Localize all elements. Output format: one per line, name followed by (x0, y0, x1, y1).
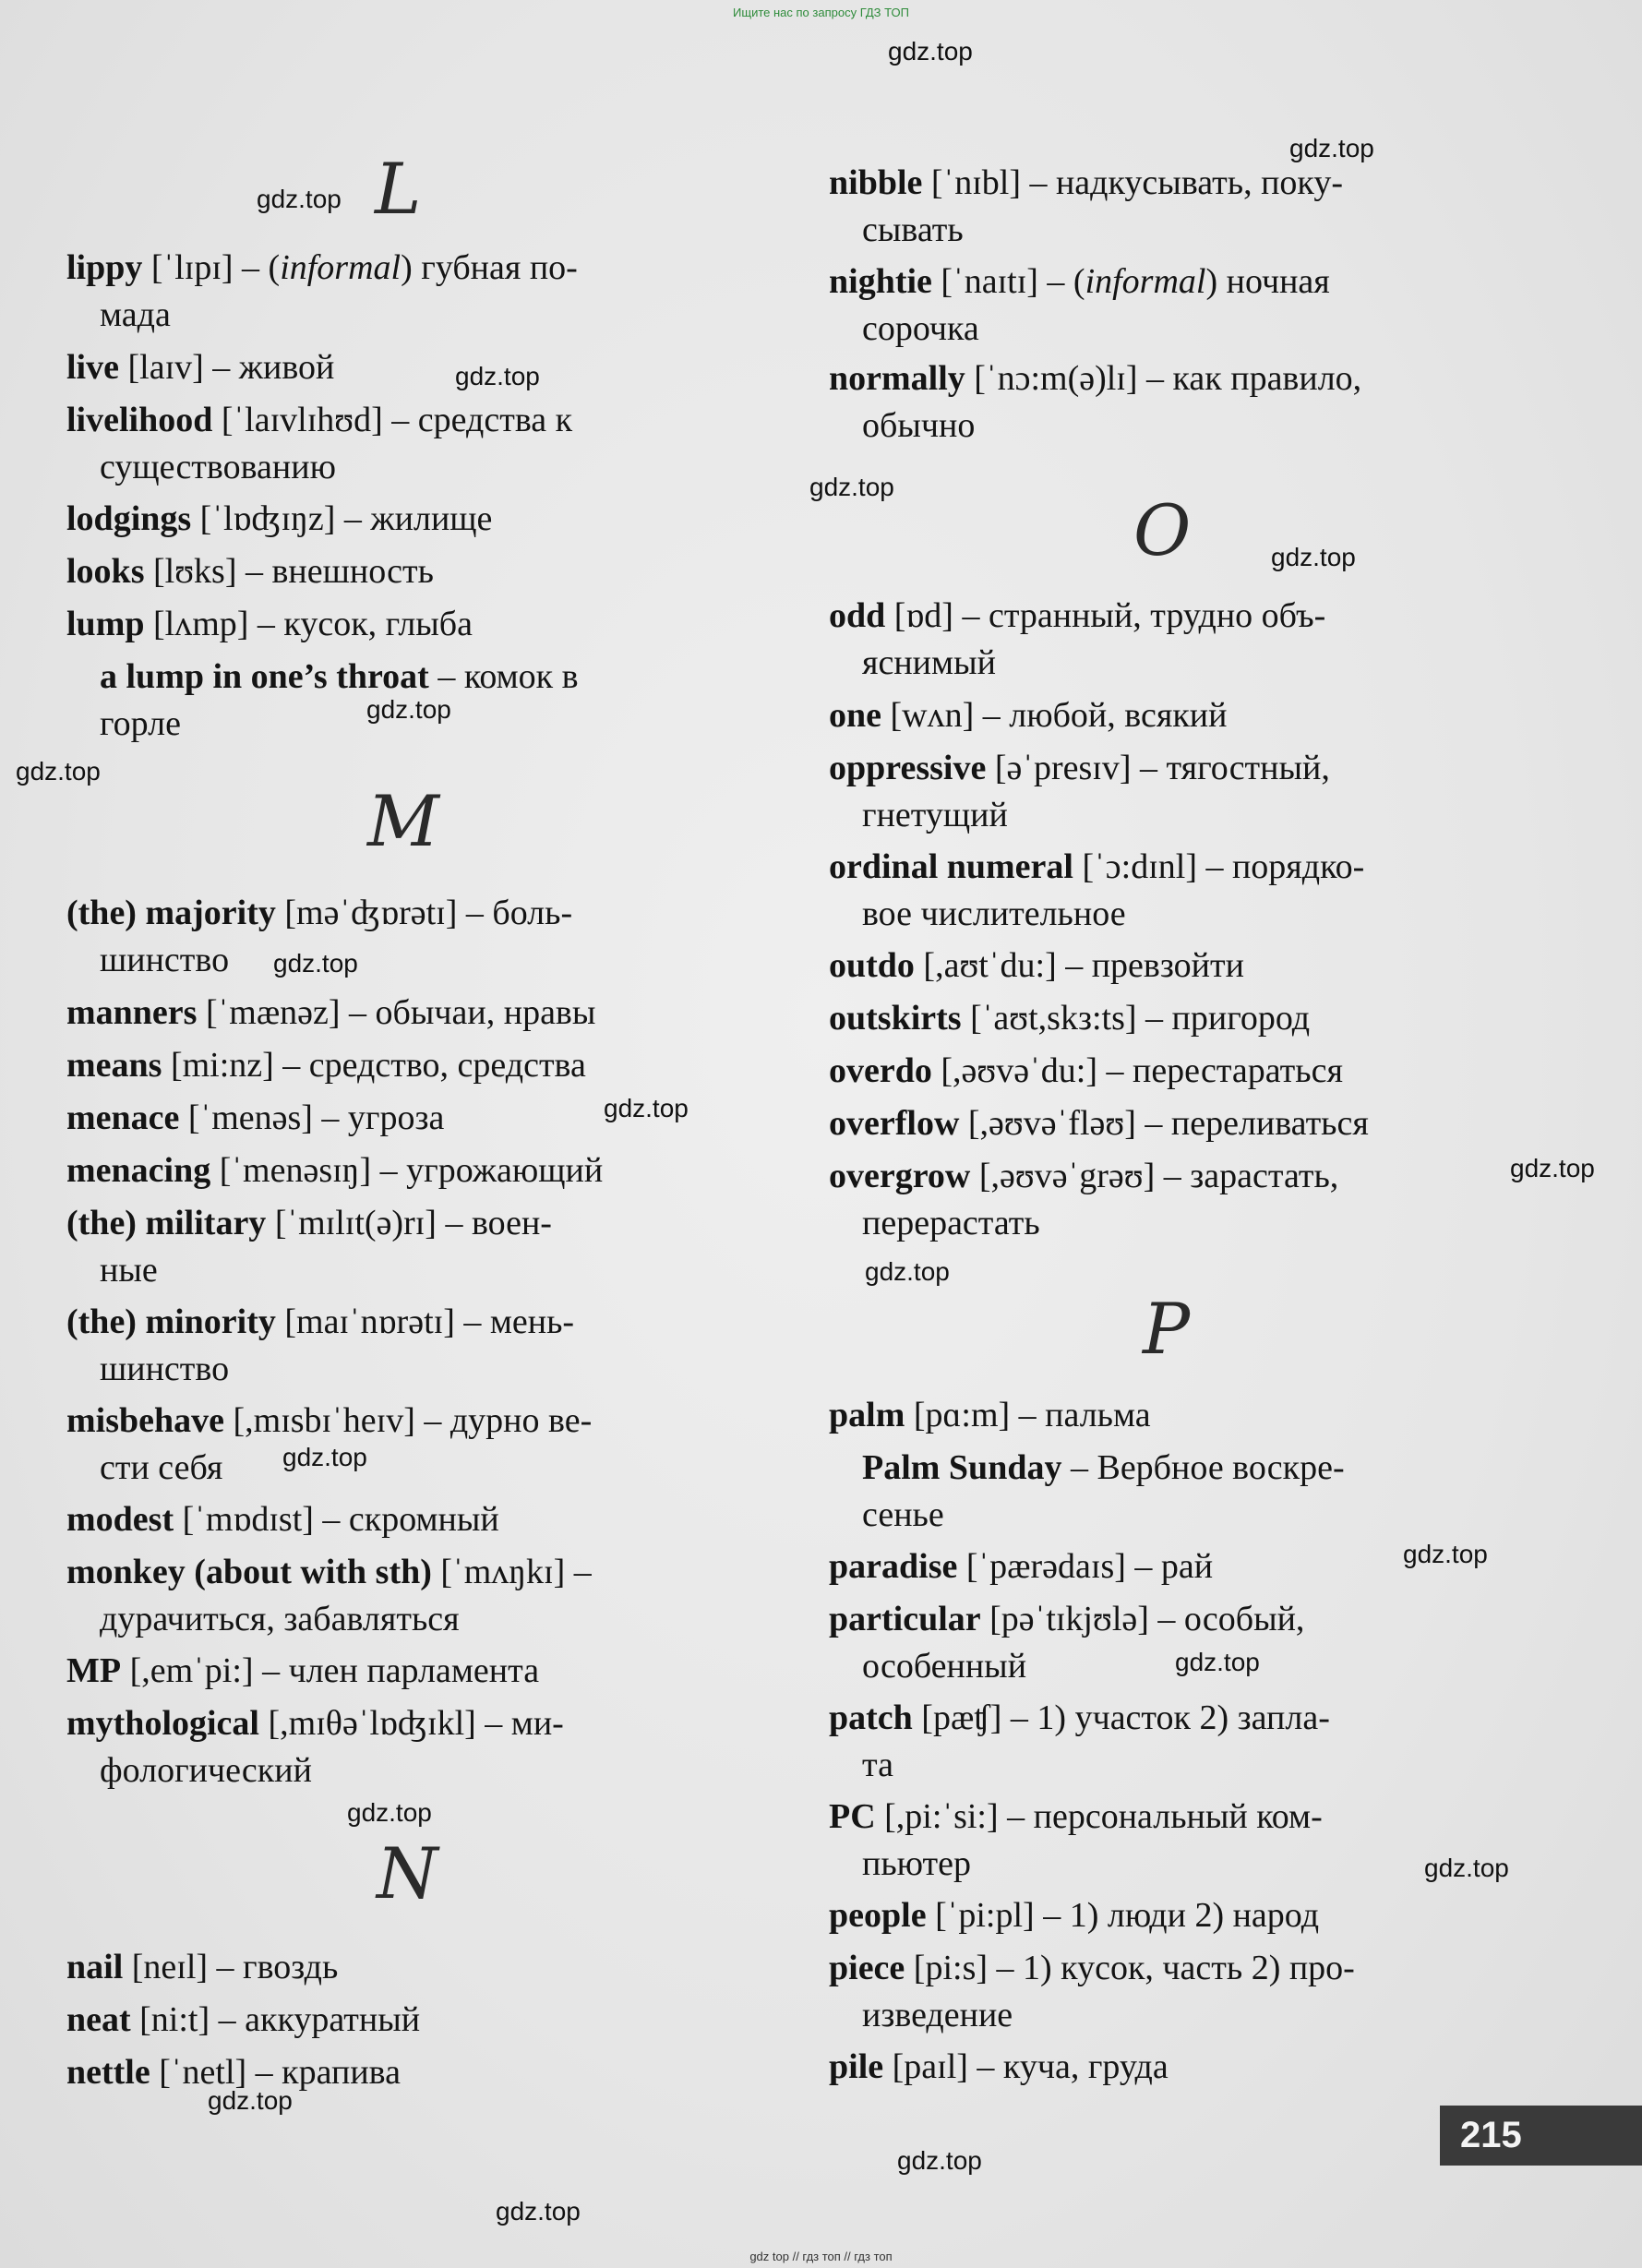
definition: [ˈpærədaɪs] – рай (957, 1547, 1214, 1586)
definition: [paɪl] – куча, груда (883, 2047, 1169, 2086)
definition: [wʌn] – любой, всякий (881, 696, 1228, 735)
definition: [ɒd] – странный, трудно объ- (885, 596, 1326, 635)
definition-continued: обычно (862, 406, 976, 445)
entry-paradise (829, 1543, 1493, 1590)
watermark: gdz.top (809, 473, 894, 501)
headword: (the) minority (66, 1302, 276, 1341)
watermark: gdz.top (366, 695, 451, 724)
headword: particular (829, 1600, 981, 1638)
watermark: gdz.top (1510, 1154, 1595, 1182)
entry-live (66, 344, 731, 391)
definition: [,pi:ˈsi:] – персональный ком- (875, 1797, 1323, 1836)
entry-outskirts (829, 995, 1493, 1042)
entry-palm-sunday (829, 1445, 1493, 1539)
watermark: gdz.top (604, 1094, 689, 1122)
headword: oppressive (829, 749, 987, 787)
definition: [pəˈtɪkjʊlə] – особый, (980, 1600, 1305, 1638)
section-letter-p: P (1143, 1288, 1191, 1370)
entry-outdo (829, 942, 1493, 990)
usage-label: informal (280, 248, 402, 287)
definition: [ˈnɔ:m(ə)lɪ] – как правило, (965, 359, 1362, 398)
headword: ordinal numeral (829, 847, 1073, 886)
definition: [lʌmp] – кусок, глыба (144, 605, 473, 643)
watermark: gdz.top (347, 1798, 432, 1827)
watermark: gdz.top (496, 2197, 581, 2226)
entry-overgrow (829, 1153, 1493, 1247)
definition: [ˈlaɪvlɪhʊd] – средства к (212, 401, 573, 439)
definition-continued: та (862, 1746, 893, 1784)
headword: palm (829, 1396, 905, 1434)
entry-mp (66, 1648, 731, 1695)
definition-continued: яснимый (862, 643, 996, 682)
definition: [ˈmenəs] – угроза (179, 1098, 445, 1137)
headword: a lump in one’s throat (100, 657, 429, 696)
section-letter-n: N (377, 1832, 438, 1914)
entry-modest (66, 1496, 731, 1543)
definition: [lʊks] – внешность (144, 552, 434, 591)
definition: [,əʊvəˈfləʊ] – переливаться (959, 1104, 1369, 1143)
headword: one (829, 696, 881, 735)
entry-piece (829, 1945, 1493, 2039)
page-number: 215 (1440, 2106, 1642, 2166)
entry-means (66, 1042, 731, 1089)
definition-continued: шинство (100, 1350, 230, 1388)
entry-overdo (829, 1048, 1493, 1095)
definition-continued: шинство (100, 941, 230, 979)
definition: [maɪˈnɒrətɪ] – мень- (275, 1302, 575, 1341)
definition: [məˈʤɒrətɪ] – боль- (275, 894, 573, 932)
watermark: gdz.top (897, 2146, 982, 2175)
headword: overgrow (829, 1157, 971, 1195)
definition: [ˈnɪbl] – надкусывать, поку- (922, 163, 1344, 202)
headword: live (66, 348, 119, 387)
headword: normally (829, 359, 965, 398)
definition-continued: изведение (862, 1996, 1013, 2034)
headword: outskirts (829, 999, 962, 1038)
headword: modest (66, 1500, 174, 1539)
definition-continued: вое числительное (862, 894, 1126, 933)
entry-menacing (66, 1147, 731, 1194)
section-letter-m: M (367, 780, 439, 862)
headword: lump (66, 605, 145, 643)
definition-continued: особенный (862, 1647, 1027, 1686)
definition-continued: горле (100, 704, 181, 743)
headword: monkey (about with sth) (66, 1553, 432, 1591)
headword: neat (66, 2000, 131, 2039)
definition: [ˈmɪlɪt(ə)rɪ] – воен- (266, 1204, 552, 1242)
headword: (the) military (66, 1204, 267, 1242)
headword: paradise (829, 1547, 958, 1586)
entry-ordinal-numeral (829, 844, 1493, 938)
headword: means (66, 1046, 162, 1085)
definition-continued: мада (100, 295, 171, 334)
definition: [ˈnetl] – крапива (150, 2053, 401, 2092)
headword: pile (829, 2047, 884, 2086)
definition: [ˈɔ:dɪnl] – порядко- (1073, 847, 1365, 886)
definition: [ˈlɪpɪ] – (informal) губная по- (142, 248, 578, 287)
entry-normally (829, 355, 1493, 450)
entry-particular (829, 1596, 1493, 1690)
entry-overflow (829, 1100, 1493, 1147)
top-banner[interactable]: Ищите нас по запросу ГДЗ ТОП (733, 6, 909, 19)
headword: mythological (66, 1704, 259, 1743)
definition: [pi:s] – 1) кусок, часть 2) про- (905, 1949, 1355, 1987)
headword: overflow (829, 1104, 960, 1143)
headword: people (829, 1896, 927, 1935)
definition-continued: перерастать (862, 1204, 1040, 1242)
headword: patch (829, 1698, 913, 1737)
watermark: gdz.top (1175, 1648, 1260, 1676)
definition: [ˈpi:pl] – 1) люди 2) народ (926, 1896, 1320, 1935)
entry-palm (829, 1392, 1493, 1439)
entry-people (829, 1892, 1493, 1939)
headword: PC (829, 1797, 876, 1836)
definition: – Вербное воскре- (1061, 1448, 1345, 1487)
entry-mythological (66, 1700, 731, 1794)
watermark: gdz.top (16, 757, 101, 786)
definition-continued: дурачиться, забавляться (100, 1600, 460, 1638)
headword: odd (829, 596, 886, 635)
entry-looks (66, 548, 731, 595)
section-letter-o: O (1133, 489, 1192, 571)
headword: nightie (829, 262, 932, 301)
definition: [ˈnaɪtɪ] – (informal) ночная (931, 262, 1330, 301)
watermark: gdz.top (208, 2086, 293, 2115)
watermark: gdz.top (455, 362, 540, 390)
entry-the-majority (66, 890, 731, 984)
definition: [laɪv] – живой (118, 348, 335, 387)
definition-continued: сывать (862, 210, 964, 249)
entry-nettle (66, 2049, 731, 2096)
definition: [ˈaʊt,skз:ts] – пригород (961, 999, 1311, 1038)
entry-manners (66, 990, 731, 1037)
definition-continued: сорочка (862, 309, 979, 348)
section-letter-l: L (375, 148, 422, 230)
definition: [,mɪθəˈlɒʤɪkl] – ми- (258, 1704, 564, 1743)
entry-pile (829, 2044, 1493, 2091)
watermark: gdz.top (1403, 1540, 1488, 1568)
definition-continued: ные (100, 1251, 158, 1290)
definition: [əˈpresɪv] – тягостный, (986, 749, 1330, 787)
headword: lodgings (66, 499, 192, 538)
entry-nail (66, 1944, 731, 1991)
headword: overdo (829, 1051, 932, 1090)
definition-continued: фологический (100, 1751, 312, 1790)
entry-oppressive (829, 745, 1493, 839)
headword: (the) majority (66, 894, 276, 932)
headword: Palm Sunday (862, 1448, 1062, 1487)
entry-patch (829, 1695, 1493, 1789)
definition: [ˈmænəz] – обычаи, нравы (197, 993, 596, 1032)
entry-lodgings (66, 496, 731, 543)
definition: [,aʊtˈdu:] – превзойти (914, 946, 1244, 985)
entry-nightie (829, 258, 1493, 353)
headword: outdo (829, 946, 915, 985)
definition: [ˈmenəsɪŋ] – угрожающий (210, 1151, 604, 1190)
headword: menace (66, 1098, 180, 1137)
definition: [,əʊvəˈdu:] – перестараться (931, 1051, 1343, 1090)
headword: piece (829, 1949, 905, 1987)
entry-lippy (66, 245, 731, 339)
headword: nibble (829, 163, 923, 202)
headword: lippy (66, 248, 143, 287)
headword: looks (66, 552, 145, 591)
entry-the-minority (66, 1299, 731, 1393)
watermark: gdz.top (282, 1443, 367, 1471)
usage-label: informal (1085, 262, 1206, 301)
definition: [pɑ:m] – пальма (905, 1396, 1151, 1434)
headword: menacing (66, 1151, 211, 1190)
definition-continued: сенье (862, 1495, 944, 1534)
watermark: gdz.top (1271, 543, 1356, 571)
entry-the-military (66, 1200, 731, 1294)
definition: [,əʊvəˈgrəʊ] – зарастать, (970, 1157, 1339, 1195)
entry-misbehave (66, 1398, 731, 1492)
definition: [pæʧ] – 1) участок 2) запла- (912, 1698, 1330, 1737)
definition: [neɪl] – гвоздь (123, 1948, 339, 1986)
headword: MP (66, 1651, 122, 1690)
watermark: gdz.top (888, 37, 973, 66)
definition: [ˈlɒʤɪŋz] – жилище (191, 499, 493, 538)
headword: manners (66, 993, 198, 1032)
watermark: gdz.top (1289, 134, 1374, 162)
definition: [ni:t] – аккуратный (130, 2000, 421, 2039)
watermark: gdz.top (273, 949, 358, 978)
definition: – комок в (428, 657, 579, 696)
entry-nibble (829, 160, 1493, 254)
headword: nettle (66, 2053, 150, 2092)
entry-pc (829, 1794, 1493, 1888)
definition: [mi:nz] – средство, средства (162, 1046, 586, 1085)
definition-continued: существованию (100, 448, 336, 486)
definition: [ˈmʌŋkɪ] – (431, 1553, 592, 1591)
definition-continued: сти себя (100, 1448, 223, 1487)
watermark: gdz.top (257, 185, 342, 213)
definition: [,emˈpi:] – член парламента (121, 1651, 540, 1690)
entry-one (829, 692, 1493, 739)
watermark: gdz.top (865, 1257, 950, 1286)
definition: [ˈmɒdɪst] – скромный (174, 1500, 499, 1539)
definition-continued: пьютер (862, 1844, 972, 1883)
entry-monkey (66, 1549, 731, 1643)
definition-continued: гнетущий (862, 796, 1008, 834)
headword: misbehave (66, 1401, 224, 1440)
entry-neat (66, 1997, 731, 2044)
headword: livelihood (66, 401, 213, 439)
entry-livelihood (66, 397, 731, 491)
entry-odd (829, 593, 1493, 687)
headword: nail (66, 1948, 124, 1986)
bottom-banner[interactable]: gdz top // гдз топ // гдз топ (749, 2250, 893, 2263)
watermark: gdz.top (1424, 1854, 1509, 1882)
definition: [,mɪsbɪˈheɪv] – дурно ве- (224, 1401, 593, 1440)
entry-lump (66, 601, 731, 648)
